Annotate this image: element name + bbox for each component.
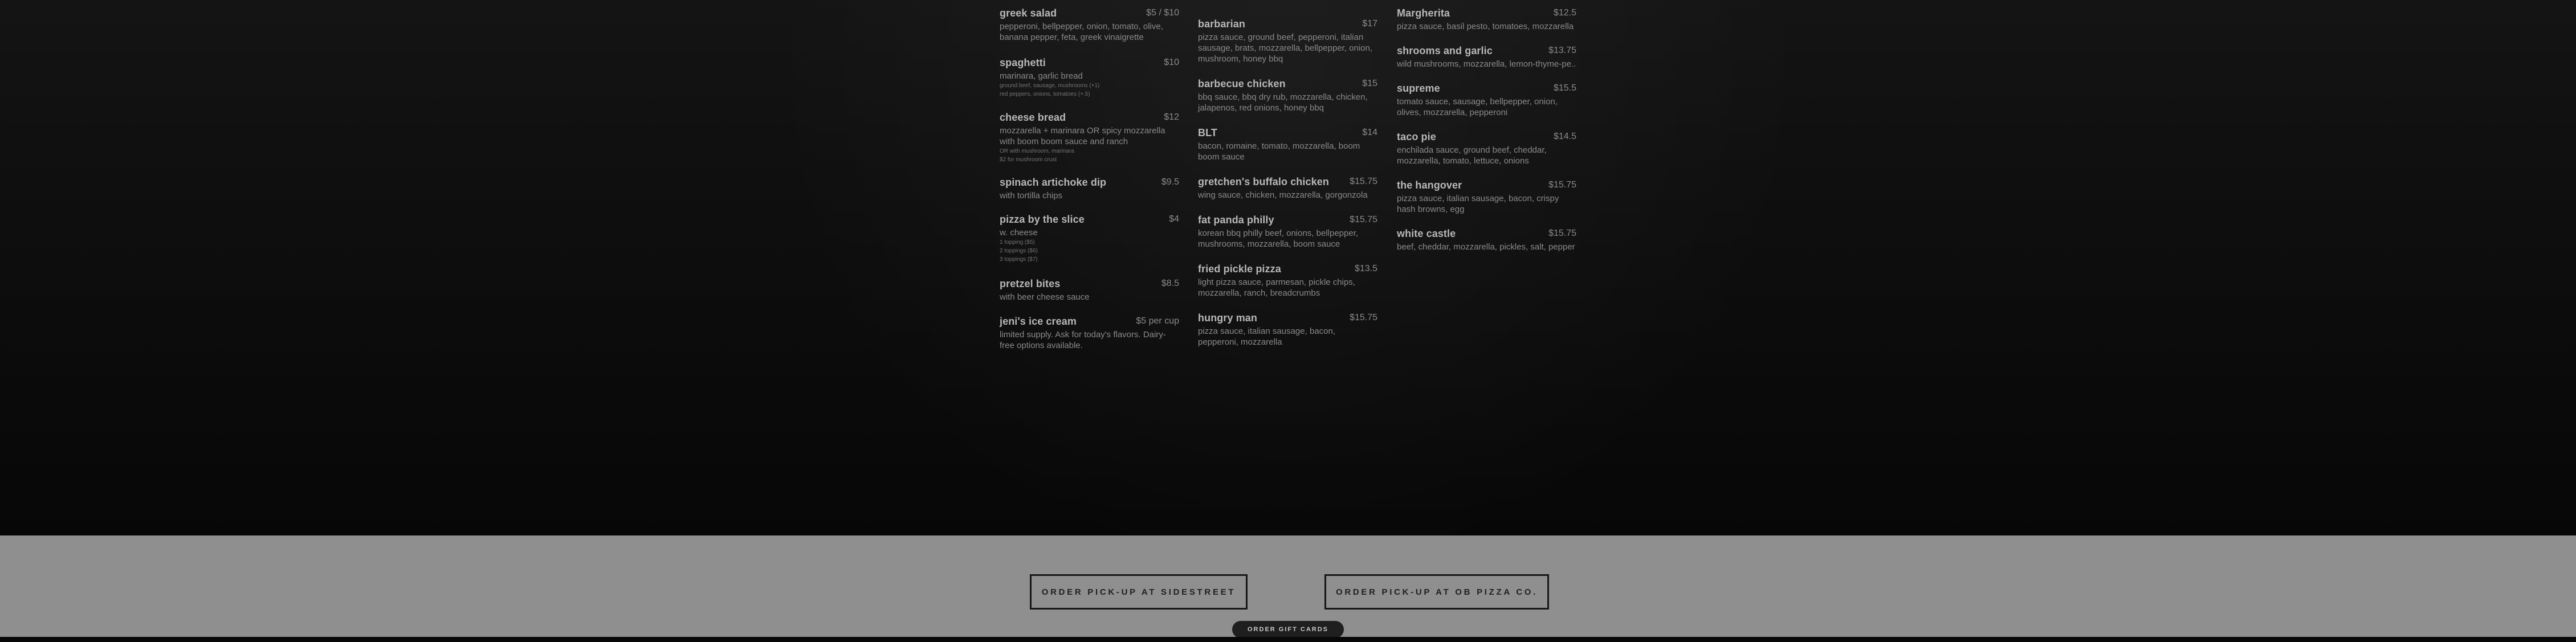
menu-item-name: Margherita [1397, 7, 1450, 19]
menu-item-note: 3 toppings ($7) [1000, 256, 1038, 263]
menu-item-name: cheese bread [1000, 112, 1066, 123]
menu-item [1000, 112, 1179, 164]
menu-column-right [1397, 8, 1576, 266]
menu-item-name: spaghetti [1000, 57, 1046, 68]
menu-item [1000, 58, 1179, 99]
menu-item-note: OR with mushroom, marinara [1000, 148, 1074, 154]
menu-item-description: korean bbq philly beef, onions, bellpepper, mushrooms, mozzarella, boom sauce [1198, 228, 1359, 249]
menu-item-name: shrooms and garlic [1397, 45, 1493, 56]
order-pickup-sidestreet-button[interactable]: ORDER PICK-UP AT SIDESTREET [1030, 574, 1248, 610]
menu-item-description: bacon, romaine, tomato, mozzarella, boom boom sauce [1198, 141, 1360, 162]
menu-item-name: jeni's ice cream [1000, 316, 1077, 327]
menu-item-heading [1397, 46, 1576, 56]
menu-item [1198, 79, 1377, 113]
menu-item [1198, 215, 1377, 250]
menu-item-name: supreme [1397, 83, 1440, 94]
menu-item-name: the hangover [1397, 179, 1462, 191]
menu-item-price: $12.5 [1553, 8, 1576, 18]
menu-item-heading [1000, 177, 1179, 187]
menu-item-description: tomato sauce, sausage, bellpepper, onion, olives, mozzarella, pepperoni [1397, 97, 1558, 117]
menu-item-note: red peppers, onions, tomatoes (+.5) [1000, 91, 1090, 97]
menu-item-name: hungry man [1198, 312, 1258, 324]
menu-item-name: white castle [1397, 228, 1456, 239]
menu-item-price: $15.75 [1548, 180, 1576, 190]
menu-item-name: BLT [1198, 127, 1217, 138]
menu-item-name: barbecue chicken [1198, 78, 1286, 89]
menu-item-description: wing sauce, chicken, mozzarella, gorgonzola [1198, 190, 1368, 200]
menu-item [1000, 177, 1179, 201]
menu-item-price: $9.5 [1161, 177, 1179, 187]
menu-item-heading [1198, 177, 1377, 187]
menu-column-left [1000, 8, 1179, 351]
menu-item-name: barbarian [1198, 18, 1245, 30]
menu-item-heading [1198, 19, 1377, 29]
menu-item [1000, 316, 1179, 351]
menu-item-description: wild mushrooms, mozzarella, lemon-thyme-pe.. [1397, 59, 1576, 69]
menu-item-description: with tortilla chips [1000, 191, 1063, 201]
menu-item [1000, 279, 1179, 302]
menu-item [1198, 19, 1377, 64]
menu-item [1000, 214, 1179, 264]
menu-item-description: mozzarella + marinara OR spicy mozzarella with boom boom sauce and ranch [1000, 126, 1165, 146]
menu-item-description: pizza sauce, ground beef, pepperoni, italian sausage, brats, mozzarella, bellpepper, onion, mushroom, honey bbq [1198, 32, 1373, 64]
menu-item [1198, 313, 1377, 347]
menu-item-price: $15.5 [1553, 83, 1576, 93]
menu-item-description: with beer cheese sauce [1000, 292, 1090, 302]
menu-item-heading [1198, 313, 1377, 323]
menu-item-price: $13.75 [1548, 46, 1576, 55]
menu-item-name: pretzel bites [1000, 278, 1061, 289]
menu-item-price: $8.5 [1161, 279, 1179, 288]
menu-item-price: $5 / $10 [1146, 8, 1179, 18]
menu-item-price: $14 [1362, 128, 1377, 137]
menu-item [1198, 177, 1377, 201]
menu-item-heading [1397, 8, 1576, 18]
menu-item-name: greek salad [1000, 7, 1057, 19]
menu-item-heading [1000, 8, 1179, 18]
menu-item-note: 1 topping ($5) [1000, 239, 1035, 246]
menu-item [1397, 132, 1576, 166]
menu-item-heading [1000, 58, 1179, 68]
menu-item-heading [1198, 128, 1377, 138]
menu-item-description: pizza sauce, basil pesto, tomatoes, mozzarella [1397, 22, 1574, 31]
menu-item-price: $15.75 [1350, 177, 1377, 186]
menu-item-name: fried pickle pizza [1198, 263, 1281, 275]
menu-column-middle [1198, 19, 1377, 362]
menu-item-heading [1000, 316, 1179, 326]
menu-item-price: $15.75 [1350, 313, 1377, 322]
menu-item [1397, 8, 1576, 32]
menu-item-heading [1397, 83, 1576, 93]
menu-item-description: enchilada sauce, ground beef, cheddar, mozzarella, tomato, lettuce, onions [1397, 145, 1547, 166]
menu-item-description: pizza sauce, italian sausage, bacon, crispy hash browns, egg [1397, 194, 1559, 214]
menu-item-name: pizza by the slice [1000, 214, 1085, 225]
menu-item-note: 2 toppings ($6) [1000, 248, 1038, 254]
menu-item-description: pizza sauce, italian sausage, bacon, pepperoni, mozzarella [1198, 326, 1335, 347]
menu-item-note: ground beef, sausage, mushrooms (+1) [1000, 83, 1100, 89]
menu-item-heading [1198, 264, 1377, 274]
menu-item [1397, 228, 1576, 252]
menu-item-description: limited supply. Ask for today's flavors. Dairy-free options available. [1000, 330, 1166, 350]
menu-item-name: fat panda philly [1198, 214, 1274, 226]
menu-item-description: w. cheese [1000, 228, 1038, 238]
menu-item-price: $12 [1164, 112, 1179, 122]
menu-item-name: spinach artichoke dip [1000, 177, 1107, 188]
menu-item-price: $15 [1362, 79, 1377, 88]
menu-item-price: $13.5 [1354, 264, 1377, 273]
menu-item-price: $15.75 [1548, 228, 1576, 238]
menu-item-description: light pizza sauce, parmesan, pickle chips, mozzarella, ranch, breadcrumbs [1198, 277, 1355, 298]
menu-item-description: bbq sauce, bbq dry rub, mozzarella, chicken, jalapenos, red onions, honey bbq [1198, 92, 1368, 113]
menu-item-price: $5 per cup [1136, 316, 1179, 326]
menu-item-price: $15.75 [1350, 215, 1377, 224]
menu-item-note: $2 for mushroom crust [1000, 157, 1057, 163]
menu-item [1397, 180, 1576, 215]
menu-item-price: $14.5 [1553, 132, 1576, 141]
menu-item-heading [1000, 112, 1179, 122]
menu-item-description: beef, cheddar, mozzarella, pickles, salt, pepper [1397, 242, 1575, 252]
menu-item-price: $10 [1164, 58, 1179, 67]
menu-item [1397, 83, 1576, 118]
menu-item-name: gretchen's buffalo chicken [1198, 176, 1329, 187]
order-pickup-ob-pizza-button[interactable]: ORDER PICK-UP AT OB PIZZA CO. [1324, 574, 1549, 610]
menu-item-heading [1000, 214, 1179, 224]
menu-item-price: $17 [1362, 19, 1377, 28]
menu-item-heading [1397, 132, 1576, 142]
bottom-strip [0, 637, 2576, 642]
menu-item-name: taco pie [1397, 131, 1436, 142]
menu-item-heading [1397, 228, 1576, 239]
menu-item [1397, 46, 1576, 69]
menu-item [1198, 128, 1377, 162]
menu-item-heading [1198, 215, 1377, 225]
menu-item-description: pepperoni, bellpepper, onion, tomato, olive, banana pepper, feta, greek vinaigrette [1000, 22, 1163, 42]
menu-item-price: $4 [1169, 214, 1179, 224]
menu-item-heading [1000, 279, 1179, 289]
menu-item [1000, 8, 1179, 43]
menu-item-heading [1198, 79, 1377, 89]
menu-item-description: marinara, garlic bread [1000, 71, 1083, 81]
menu-item [1198, 264, 1377, 298]
menu-item-heading [1397, 180, 1576, 190]
order-gift-cards-button[interactable]: ORDER GIFT CARDS [1232, 621, 1344, 638]
